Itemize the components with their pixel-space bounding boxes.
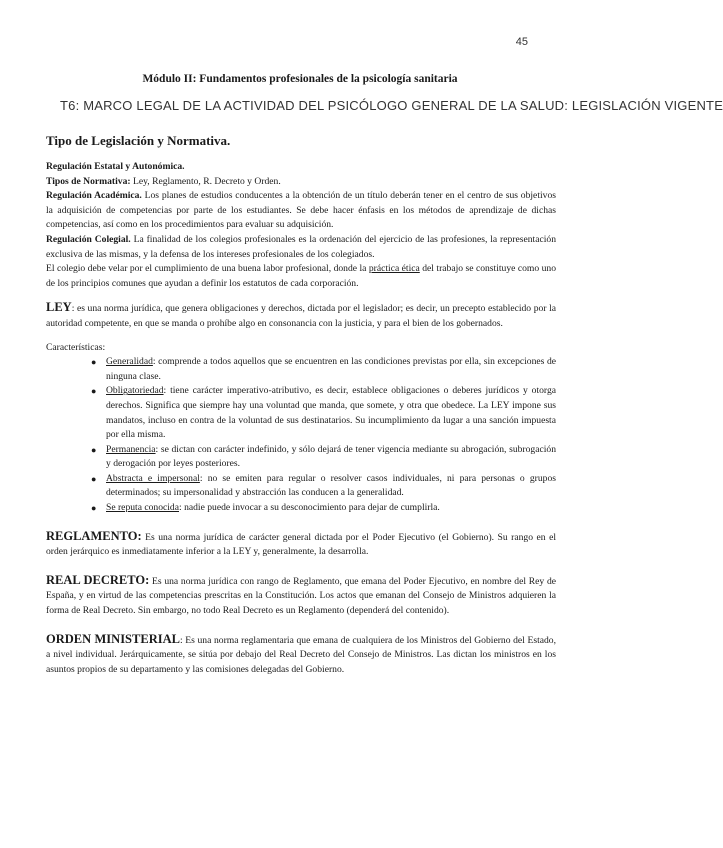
list-item: ● Generalidad: comprende a todos aquellos que se encuentren en las condiciones previstas por ella, sin excepciones de ninguna clase. xyxy=(91,356,556,382)
topic-title: T6: MARCO LEGAL DE LA ACTIVIDAD DEL PSICÓLOGO GENERAL DE LA SALUD: LEGISLACIÓN VIGENTE xyxy=(60,98,723,113)
list-item: ● Permanencia: se dictan con carácter indefinido, y sólo dejará de tener vigencia mediante su abrogación, subrogación y derogación por leyes posteriores. xyxy=(91,443,556,470)
colegio-paragraph: El colegio debe velar por el cumplimiento de una buena labor profesional, donde la práctica ética del trabajo se constituye como uno de los principios comunes que ayudan a definir los estatutos de cada corporación. xyxy=(46,263,556,289)
page-number: 45 xyxy=(515,36,528,48)
list-item: ● Abstracta e impersonal: no se emiten para regular o resolver casos individuales, ni para personas o grupos determinados; su impersonalidad y abstracción las conducen a la generalidad. xyxy=(91,472,556,499)
ley-definition: LEY: es una norma jurídica, que genera obligaciones y derechos, dictada por el legislador; es decir, un precepto establecido por la autoridad competente, en que se manda o prohíbe algo en consonancia con la justicia, y para el bien de los gobernados. xyxy=(46,300,556,329)
section-title: Tipo de Legislación y Normativa. xyxy=(46,133,231,148)
regulacion-heading: Regulación Estatal y Autonómica. xyxy=(46,161,185,172)
caracteristicas-list xyxy=(46,355,556,516)
practica-etica-underline: práctica ética xyxy=(368,263,420,275)
bullet-icon: ● xyxy=(91,386,97,397)
bullet-icon: ● xyxy=(91,473,97,484)
reglamento-definition: REGLAMENTO: Es una norma jurídica de carácter general dictada por el Poder Ejecutivo (el Gobierno). Su rango en el orden jerárquico es inmediatamente inferior a la LEY y, generalmente, la desarrolla. xyxy=(46,528,556,558)
module-title: Módulo II: Fundamentos profesionales de la psicología sanitaria xyxy=(142,73,458,85)
tipos-normativa: Tipos de Normativa: Ley, Reglamento, R. Decreto y Orden. xyxy=(46,175,281,187)
bullet-icon: ● xyxy=(91,444,97,455)
list-item: ● Obligatoriedad: tiene carácter imperativo-atributivo, es decir, establece obligaciones o deberes jurídicos y otorga derechos. Significa que siempre hay una voluntad que manda, que somete, y otra que obedece. La LEY impone sus mandatos, incluso en contra de la voluntad de sus destinatarios. Su incumplimiento da lugar a una sanción impuesta por ella misma. xyxy=(91,385,556,441)
document-body xyxy=(46,133,556,677)
caracteristicas-label: Características: xyxy=(46,341,106,353)
regulacion-academica: Regulación Académica. Los planes de estudios conducentes a la obtención de un título deberán tener en el centro de sus objetivos la adquisición de competencias por parte de los estudiantes. Se debe hacer énfasis en los métodos de aprendizaje de dichas competencias, así como en los procedimientos para evaluar su adquisición. xyxy=(46,190,556,231)
list-item: ● Se reputa conocida: nadie puede invocar a su desconocimiento para dejar de cumplirla. xyxy=(106,501,556,516)
bullet-icon: ● xyxy=(91,503,97,514)
regulacion-colegial: Regulación Colegial. La finalidad de los colegios profesionales es la ordenación del ejercicio de las profesiones, la representación exclusiva de las mismas, y la defensa de los intereses profesionales de los colegiados. xyxy=(46,233,556,260)
orden-ministerial-definition: ORDEN MINISTERIAL: Es una norma reglamentaria que emana de cualquiera de los Ministros del Gobierno del Estado, a nivel individual. Jerárquicamente, se sitúa por debajo del Real Decreto del Consejo de Ministros. Las dictan los ministros en los asuntos propios de su departamento y las comisiones delegadas del Gobierno. xyxy=(46,631,556,675)
real-decreto-definition: REAL DECRETO: Es una norma jurídica con rango de Reglamento, que emana del Poder Ejecutivo, en nombre del Rey de España, y en virtud de las competencias prescritas en la Constitución. Los actos que emanan del Consejo de Ministros adquieren la forma de Real Decreto. Sin embargo, no todo Real Decreto es un Reglamento (dependerá del contenido). xyxy=(46,572,556,617)
bullet-icon: ● xyxy=(91,357,97,368)
